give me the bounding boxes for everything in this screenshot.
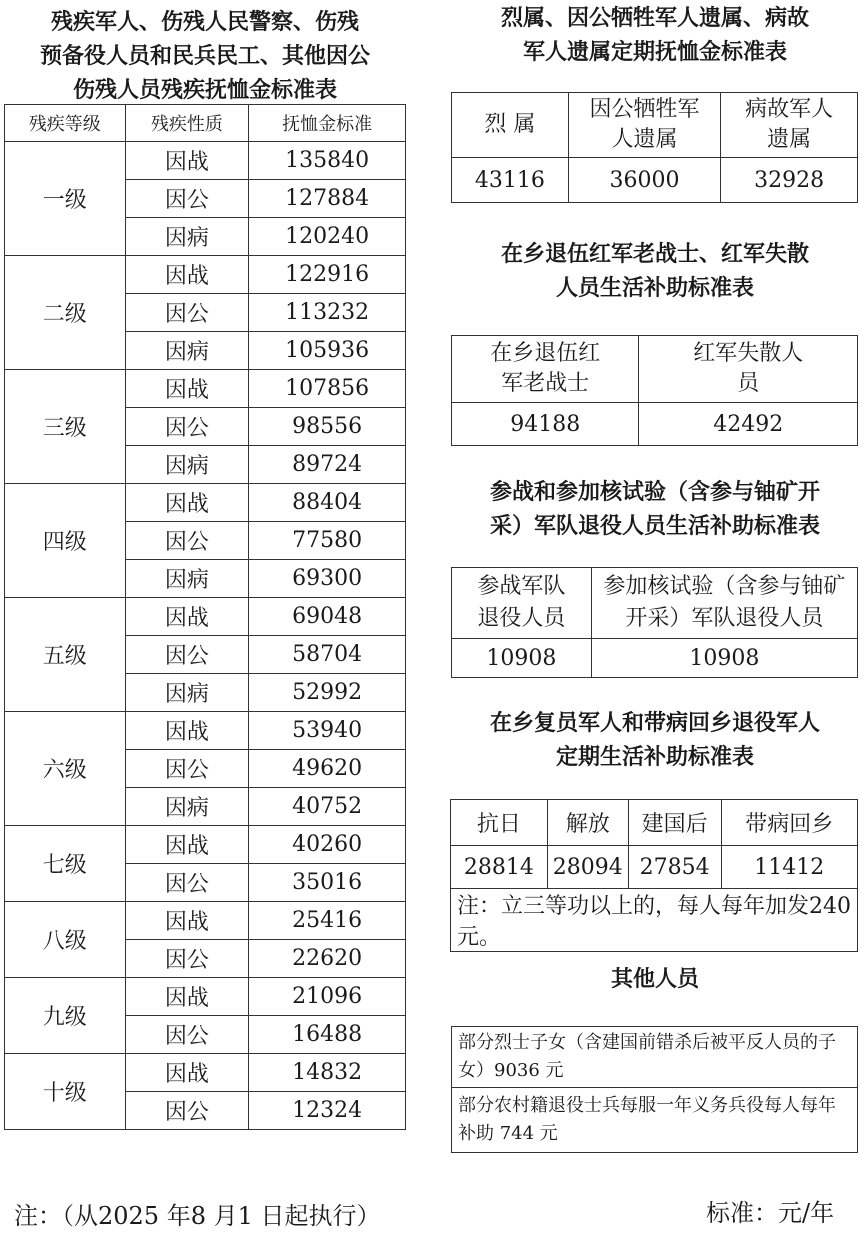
table-row — [452, 1027, 858, 1088]
amount-cell: 98556 — [249, 408, 406, 446]
nature-cell: 因病 — [125, 788, 249, 826]
nature-cell: 因战 — [125, 902, 249, 940]
nature-cell: 因病 — [125, 560, 249, 598]
table-header-row — [5, 105, 406, 142]
nuclear-table — [451, 567, 858, 678]
nature-cell: 因战 — [125, 142, 249, 180]
header-cell: 病故军人遗属 — [721, 93, 858, 158]
amount-cell: 22620 — [249, 940, 406, 978]
title-line: 参战和参加核试验（含参与铀矿开 — [489, 480, 820, 505]
nature-cell: 因战 — [125, 256, 249, 294]
amount-cell: 105936 — [249, 332, 406, 370]
title-line: 定期生活补助标准表 — [555, 745, 754, 770]
header-cell: 残疾性质 — [125, 105, 249, 142]
value-cell: 27854 — [628, 846, 721, 889]
amount-cell: 16488 — [249, 1016, 406, 1054]
redarmy-table — [451, 335, 858, 446]
header-cell: 抗日 — [451, 800, 548, 846]
table-row — [5, 484, 406, 522]
demob-table — [450, 799, 858, 952]
amount-cell: 49620 — [249, 750, 406, 788]
header-cell: 抚恤金标准 — [249, 105, 406, 142]
nuclear-table-title — [450, 476, 860, 544]
nature-cell: 因病 — [125, 218, 249, 256]
footer-note: 注：（从2025 年8 月1 日起执行） — [14, 1202, 381, 1230]
header-cell: 因公牺牲军人遗属 — [568, 93, 721, 158]
header-cell: 烈 属 — [452, 93, 569, 158]
amount-cell: 53940 — [249, 712, 406, 750]
header-cell: 红军失散人员 — [639, 336, 858, 403]
title-line: 采）军队退役人员生活补助标准表 — [489, 514, 820, 539]
header-cell: 参加核试验（含参与铀矿开采）军队退役人员 — [591, 568, 857, 639]
table-row — [452, 158, 858, 203]
amount-cell: 52992 — [249, 674, 406, 712]
title-line: 在乡复员军人和带病回乡退役军人 — [489, 711, 820, 736]
header-cell: 残疾等级 — [5, 105, 126, 142]
title-line: 人员生活补助标准表 — [555, 276, 754, 301]
disability-pension-table — [4, 104, 406, 1130]
header-cell: 解放 — [547, 800, 628, 846]
table-header-row — [452, 336, 858, 403]
nature-cell: 因病 — [125, 674, 249, 712]
title-line: 烈属、因公牺牲军人遗属、病故 — [500, 6, 809, 31]
level-cell: 九级 — [5, 978, 126, 1054]
header-cell: 在乡退伍红军老战士 — [452, 336, 639, 403]
level-cell: 八级 — [5, 902, 126, 978]
level-cell: 五级 — [5, 598, 126, 712]
amount-cell: 12324 — [249, 1092, 406, 1130]
table-row — [452, 1088, 858, 1153]
amount-cell: 35016 — [249, 864, 406, 902]
table-header-row — [451, 800, 858, 846]
nature-cell: 因公 — [125, 750, 249, 788]
level-cell: 十级 — [5, 1054, 126, 1130]
other-item: 部分农村籍退役士兵每服一年义务兵役每人每年补助 744 元 — [452, 1088, 858, 1153]
value-cell: 94188 — [452, 403, 639, 446]
amount-cell: 127884 — [249, 180, 406, 218]
others-title: 其他人员 — [610, 967, 699, 992]
table-row — [5, 256, 406, 294]
amount-cell: 21096 — [249, 978, 406, 1016]
amount-cell: 69048 — [249, 598, 406, 636]
title-line: 残疾军人、伤残人民警察、伤残 — [50, 10, 359, 35]
title-line: 军人遗属定期抚恤金标准表 — [522, 40, 787, 65]
value-cell: 28814 — [451, 846, 548, 889]
nature-cell: 因公 — [125, 522, 249, 560]
table-row — [5, 598, 406, 636]
martyr-table — [451, 92, 858, 203]
level-cell: 三级 — [5, 370, 126, 484]
nature-cell: 因战 — [125, 826, 249, 864]
amount-cell: 113232 — [249, 294, 406, 332]
amount-cell: 69300 — [249, 560, 406, 598]
nature-cell: 因战 — [125, 978, 249, 1016]
nature-cell: 因公 — [125, 940, 249, 978]
nature-cell: 因公 — [125, 864, 249, 902]
value-cell: 10908 — [591, 639, 857, 678]
nature-cell: 因公 — [125, 1016, 249, 1054]
value-cell: 10908 — [452, 639, 592, 678]
nature-cell: 因公 — [125, 180, 249, 218]
amount-cell: 120240 — [249, 218, 406, 256]
value-cell: 11412 — [721, 846, 858, 889]
nature-cell: 因病 — [125, 446, 249, 484]
value-cell: 43116 — [452, 158, 569, 203]
nature-cell: 因病 — [125, 332, 249, 370]
amount-cell: 40260 — [249, 826, 406, 864]
table-header-row — [452, 93, 858, 158]
amount-cell: 88404 — [249, 484, 406, 522]
header-cell: 带病回乡 — [721, 800, 858, 846]
title-line: 伤残人员残疾抚恤金标准表 — [72, 78, 337, 103]
nature-cell: 因战 — [125, 484, 249, 522]
amount-cell: 135840 — [249, 142, 406, 180]
nature-cell: 因战 — [125, 712, 249, 750]
amount-cell: 58704 — [249, 636, 406, 674]
table-row — [5, 978, 406, 1016]
level-cell: 六级 — [5, 712, 126, 826]
nature-cell: 因公 — [125, 294, 249, 332]
level-cell: 七级 — [5, 826, 126, 902]
martyr-table-title — [450, 2, 860, 70]
header-cell: 参战军队退役人员 — [452, 568, 592, 639]
note-cell: 注：立三等功以上的，每人每年加发240元。 — [451, 889, 858, 952]
table-row — [452, 639, 858, 678]
others-table — [451, 1026, 858, 1153]
amount-cell: 14832 — [249, 1054, 406, 1092]
table-note-row — [451, 889, 858, 952]
value-cell: 28094 — [547, 846, 628, 889]
title-line: 在乡退伍红军老战士、红军失散 — [500, 242, 809, 267]
nature-cell: 因战 — [125, 370, 249, 408]
nature-cell: 因战 — [125, 598, 249, 636]
amount-cell: 89724 — [249, 446, 406, 484]
table-row — [452, 403, 858, 446]
table-row — [451, 846, 858, 889]
amount-cell: 107856 — [249, 370, 406, 408]
nature-cell: 因公 — [125, 408, 249, 446]
title-line: 预备役人员和民兵民工、其他因公 — [39, 44, 370, 69]
table-row — [5, 826, 406, 864]
value-cell: 32928 — [721, 158, 858, 203]
nature-cell: 因公 — [125, 636, 249, 674]
amount-cell: 40752 — [249, 788, 406, 826]
amount-cell: 77580 — [249, 522, 406, 560]
nature-cell: 因战 — [125, 1054, 249, 1092]
table-row — [5, 142, 406, 180]
nature-cell: 因公 — [125, 1092, 249, 1130]
table-row — [5, 370, 406, 408]
demob-table-title — [450, 707, 860, 775]
level-cell: 四级 — [5, 484, 126, 598]
amount-cell: 122916 — [249, 256, 406, 294]
disability-table-title — [0, 6, 410, 108]
table-row — [5, 712, 406, 750]
table-header-row — [452, 568, 858, 639]
value-cell: 36000 — [568, 158, 721, 203]
level-cell: 二级 — [5, 256, 126, 370]
unit-note: 标准：元/年 — [706, 1199, 835, 1227]
level-cell: 一级 — [5, 142, 126, 256]
other-item: 部分烈士子女（含建国前错杀后被平反人员的子女）9036 元 — [452, 1027, 858, 1088]
value-cell: 42492 — [639, 403, 858, 446]
header-cell: 建国后 — [628, 800, 721, 846]
table-row — [5, 1054, 406, 1092]
amount-cell: 25416 — [249, 902, 406, 940]
redarmy-table-title — [450, 238, 860, 306]
table-row — [5, 902, 406, 940]
